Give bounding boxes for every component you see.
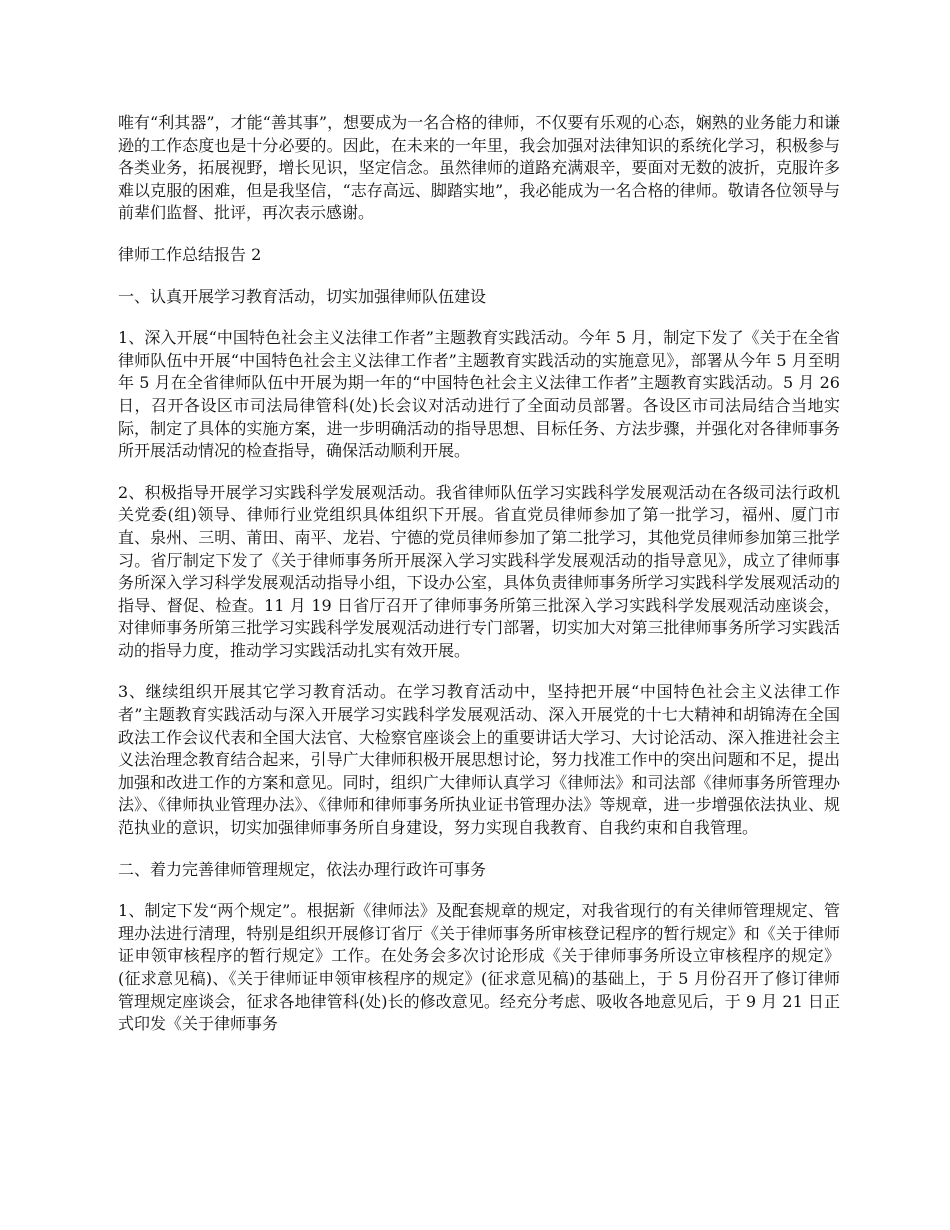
paragraph-item-1-1: 1、深入开展“中国特色社会主义法律工作者”主题教育实践活动。今年 5 月，制定下发了《关于在全省律师队伍中开展“中国特色社会主义法律工作者”主题教育实践活动的实施意见》，部署从今年 5 月至明年 5 月在全省律师队伍中开展为期一年的“中国特色社会主义法律工作者”主题教育实践活动。5 月 26 日，召开各设区市司法局律管科(处)长会议对活动进行了全面动员部署。各设区市司法局结合当地实际，制定了具体的实施方案，进一步明确活动的指导思想、目标任务、方法步骤，并强化对各律师事务所开展活动情况的检查指导，确保活动顺利开展。 (118, 328, 840, 461)
paragraph-item-1-3: 3、继续组织开展其它学习教育活动。在学习教育活动中，坚持把开展“中国特色社会主义法律工作者”主题教育实践活动与深入开展学习实践科学发展观活动、深入开展党的十七大精神和胡锦涛在全国政法工作会议代表和全国大法官、大检察官座谈会上的重要讲话大学习、大讨论活动、深入推进社会主义法治理念教育结合起来，引导广大律师积极开展思想讨论，努力找准工作中的突出问题和不足，提出加强和改进工作的方案和意见。同时，组织广大律师认真学习《律师法》和司法部《律师事务所管理办法》、《律师执业管理办法》、《律师和律师事务所执业证书管理办法》等规章，进一步增强依法执业、规范执业的意识，切实加强律师事务所自身建设，努力实现自我教育、自我约束和自我管理。 (118, 682, 840, 838)
section-heading-1: 一、认真开展学习教育活动，切实加强律师队伍建设 (118, 286, 487, 306)
report-title: 律师工作总结报告 2 (118, 244, 262, 264)
paragraph-item-1-2: 2、积极指导开展学习实践科学发展观活动。我省律师队伍学习实践科学发展观活动在各级司法行政机关党委(组)领导、律师行业党组织具体组织下开展。省直党员律师参加了第一批学习，福州、厦门市直、泉州、三明、莆田、南平、龙岩、宁德的党员律师参加了第二批学习，其他党员律师参加第三批学习。省厅制定下发了《关于律师事务所开展深入学习实践科学发展观活动的指导意见》，成立了律师事务所深入学习科学发展观活动指导小组，下设办公室，具体负责律师事务所学习实践科学发展观活动的指导、督促、检查。11 月 19 日省厅召开了律师事务所第三批深入学习实践科学发展观活动座谈会，对律师事务所第三批学习实践科学发展观活动进行专门部署，切实加大对第三批律师事务所学习实践活动的指导力度，推动学习实践活动扎实有效开展。 (118, 482, 840, 660)
paragraph-closing: 唯有“利其器”，才能“善其事”，想要成为一名合格的律师，不仅要有乐观的心态，娴熟的业务能力和谦逊的工作态度也是十分必要的。因此，在未来的一年里，我会加强对法律知识的系统化学习，积极参与各类业务，拓展视野，增长见识，坚定信念。虽然律师的道路充满艰辛，要面对无数的波折，克服许多难以克服的困难，但是我坚信，“志存高远、脚踏实地”，我必能成为一名合格的律师。敬请各位领导与前辈们监督、批评，再次表示感谢。 (118, 113, 840, 223)
document-body (118, 112, 840, 1055)
section-heading-2: 二、着力完善律师管理规定，依法办理行政许可事务 (118, 859, 487, 879)
paragraph-item-2-1: 1、制定下发“两个规定”。根据新《律师法》及配套规章的规定，对我省现行的有关律师管理规定、管理办法进行清理，特别是组织开展修订省厅《关于律师事务所审核登记程序的暂行规定》和《关于律师证申领审核程序的暂行规定》工作。在处务会多次讨论形成《关于律师事务所设立审核程序的规定》(征求意见稿)、《关于律师证申领审核程序的规定》(征求意见稿)的基础上，于 5 月份召开了修订律师管理规定座谈会，征求各地律管科(处)长的修改意见。经充分考虑、吸收各地意见后，于 9 月 21 日正式印发《关于律师事务 (118, 901, 840, 1034)
